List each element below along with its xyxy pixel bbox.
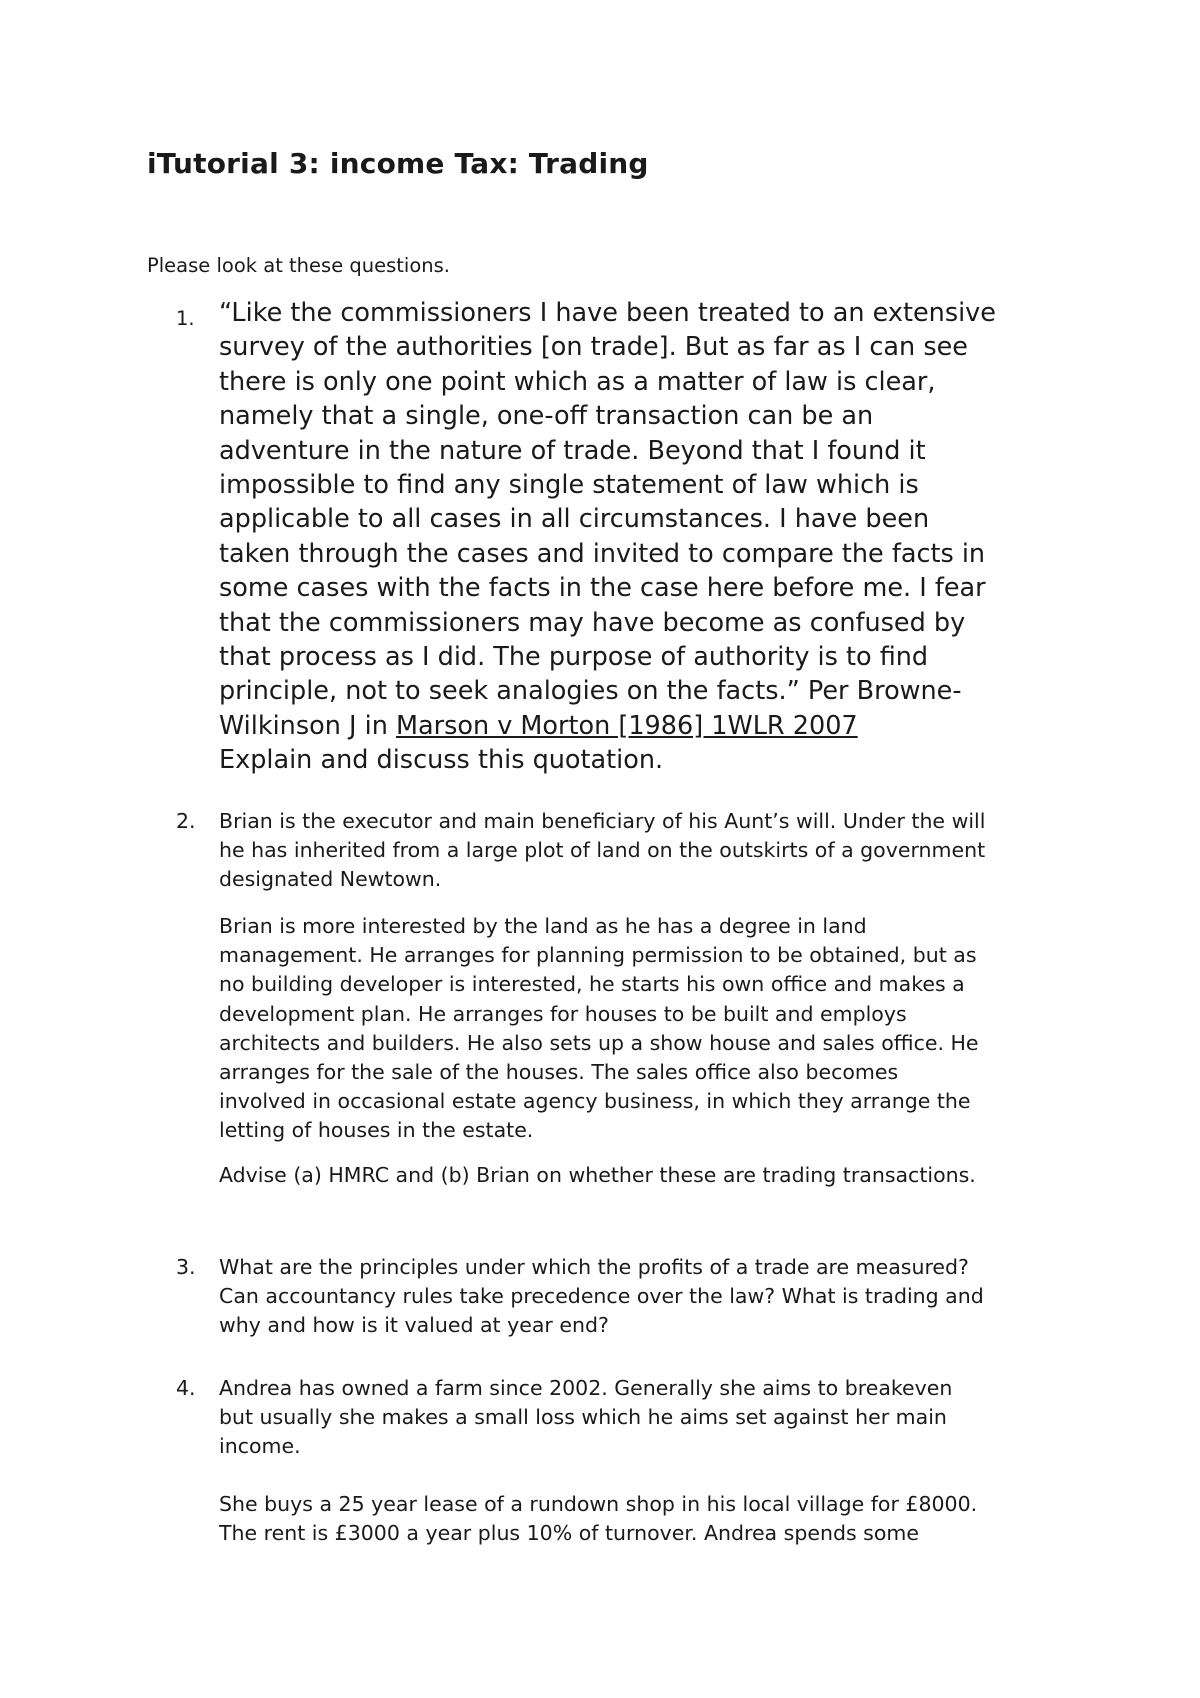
question-1-line: that the commissioners may have become as confused by [219,607,966,638]
question-2-paragraph-1 [219,807,1099,895]
question-2-line: involved in occasional estate agency business, in which they arrange the [219,1089,971,1114]
question-4-paragraph-2 [219,1490,1099,1548]
question-1-line: “Like the commissioners I have been treated to an extensive [219,298,996,328]
question-2-line: Advise (a) HMRC and (b) Brian on whether these are trading transactions. [219,1163,976,1187]
question-2-line: management. He arranges for planning permission to be obtained, but as [219,943,977,968]
question-2-line: development plan. He arranges for houses to be built and employs [219,1001,907,1026]
question-1-line: survey of the authorities [on trade]. But as far as I can see [219,332,968,363]
question-3-line: why and how is it valued at year end? [219,1313,609,1338]
question-4-paragraph-1 [219,1374,1099,1462]
question-1-line: that process as I did. The purpose of authority is to find [219,642,929,673]
question-2-line: designated Newtown. [219,867,442,892]
question-1-line: there is only one point which as a matter of law is clear, [219,366,936,397]
question-1-line: adventure in the nature of trade. Beyond that I found it [219,435,926,466]
question-1-text [219,296,1099,778]
question-2-line: Brian is the executor and main beneficiary of his Aunt’s will. Under the will [219,809,986,833]
question-1-line: principle, not to seek analogies on the facts.” Per Browne- [219,676,962,707]
question-4-line: The rent is £3000 a year plus 10% of turnover. Andrea spends some [219,1521,919,1546]
question-4-line: She buys a 25 year lease of a rundown shop in his local village for £8000. [219,1492,978,1516]
question-1-line: some cases with the facts in the case here before me. I fear [219,573,986,604]
question-4-line: but usually she makes a small loss which he aims set against her main [219,1405,947,1430]
question-2-paragraph-3 [219,1161,1099,1190]
question-2-number: 2. [176,809,196,833]
question-1-line: applicable to all cases in all circumstances. I have been [219,504,930,535]
question-3-text [219,1253,1099,1341]
question-2-line: architects and builders. He also sets up a show house and sales office. He [219,1030,979,1055]
case-citation: Marson v Morton [1986] 1WLR 2007 [395,710,858,741]
question-1-line: namely that a single, one-off transaction can be an [219,401,874,432]
question-3-line: What are the principles under which the profits of a trade are measured? [219,1255,969,1279]
question-1-instruction: Explain and discuss this quotation. [219,745,664,776]
citation-prefix: Wilkinson J in [219,710,396,741]
page-title: iTutorial 3: income Tax: Trading [147,147,649,180]
question-1-line: taken through the cases and invited to compare the facts in [219,538,986,569]
question-1-number: 1. [176,307,195,330]
question-2-line: no building developer is interested, he starts his own office and makes a [219,972,965,997]
intro-text: Please look at these questions. [147,254,451,277]
question-2-line: Brian is more interested by the land as he has a degree in land [219,914,867,938]
question-2-paragraph-2 [219,912,1099,1146]
question-4-line: income. [219,1434,301,1459]
question-3-line: Can accountancy rules take precedence over the law? What is trading and [219,1284,984,1309]
question-4-number: 4. [176,1376,196,1400]
question-1-citation-line [219,709,1099,743]
question-2-line: letting of houses in the estate. [219,1118,534,1143]
question-1-line: impossible to find any single statement of law which is [219,470,919,501]
question-2-line: he has inherited from a large plot of land on the outskirts of a government [219,838,986,863]
question-4-line: Andrea has owned a farm since 2002. Generally she aims to breakeven [219,1376,953,1400]
question-3-number: 3. [176,1255,196,1279]
question-2-line: arranges for the sale of the houses. The sales office also becomes [219,1060,899,1085]
